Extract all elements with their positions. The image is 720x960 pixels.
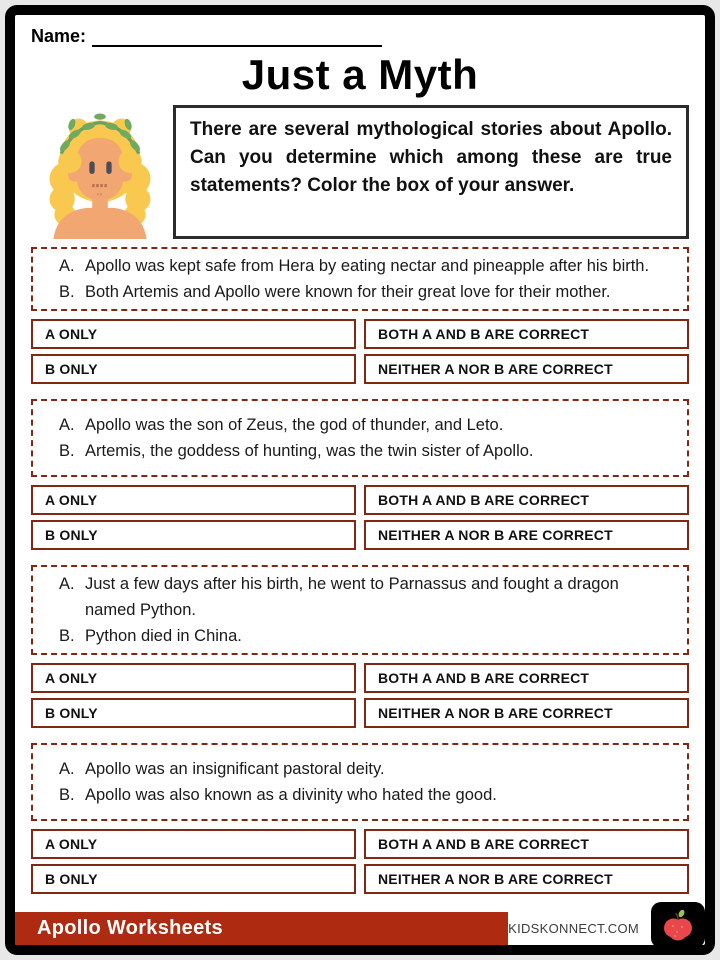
answer-box-b-only[interactable]: B ONLY bbox=[31, 698, 356, 728]
question-4-answers bbox=[31, 829, 689, 894]
question-1-answers bbox=[31, 319, 689, 384]
answer-box-a-only[interactable]: A ONLY bbox=[31, 485, 356, 515]
apple-logo-icon bbox=[651, 902, 705, 948]
answer-box-b-only[interactable]: B ONLY bbox=[31, 864, 356, 894]
question-block-4 bbox=[31, 743, 689, 894]
question-block-2 bbox=[31, 399, 689, 550]
answer-box-b-only[interactable]: B ONLY bbox=[31, 354, 356, 384]
answer-box-b-only[interactable]: B ONLY bbox=[31, 520, 356, 550]
question-1-statements bbox=[31, 247, 689, 311]
answer-box-a-only[interactable]: A ONLY bbox=[31, 663, 356, 693]
question-block-3 bbox=[31, 565, 689, 728]
name-label: Name: bbox=[31, 26, 87, 46]
name-input-line[interactable] bbox=[92, 25, 382, 47]
statement-a-text: Just a few days after his birth, he went to Parnassus and fought a dragon named Python. bbox=[85, 575, 619, 619]
answer-box-neither[interactable]: NEITHER A NOR B ARE CORRECT bbox=[364, 864, 689, 894]
page-title: Just a Myth bbox=[241, 51, 479, 98]
statement-b-label: B. bbox=[59, 442, 75, 460]
answer-box-both[interactable]: BOTH A AND B ARE CORRECT bbox=[364, 829, 689, 859]
statement-a-text: Apollo was kept safe from Hera by eating nectar and pineapple after his birth. bbox=[85, 257, 650, 275]
statement-b-label: B. bbox=[59, 786, 75, 804]
answer-box-both[interactable]: BOTH A AND B ARE CORRECT bbox=[364, 663, 689, 693]
statement-a bbox=[45, 253, 675, 279]
statement-b bbox=[45, 623, 675, 649]
statement-a bbox=[45, 571, 675, 623]
header-row bbox=[31, 105, 689, 239]
instruction-box: There are several mythological stories about Apollo. Can you determine which among these are true statements? Color the box of your answer. bbox=[173, 105, 689, 239]
statement-a bbox=[45, 412, 675, 438]
statement-a-label: A. bbox=[59, 760, 75, 778]
answer-box-neither[interactable]: NEITHER A NOR B ARE CORRECT bbox=[364, 354, 689, 384]
question-3-answers bbox=[31, 663, 689, 728]
apollo-avatar-icon bbox=[34, 105, 166, 239]
statement-b bbox=[45, 782, 675, 808]
answer-box-neither[interactable]: NEITHER A NOR B ARE CORRECT bbox=[364, 520, 689, 550]
statement-b-text: Apollo was also known as a divinity who hated the good. bbox=[85, 786, 497, 804]
footer-site-url: KIDSKONNECT.COM bbox=[508, 921, 639, 936]
question-4-statements bbox=[31, 743, 689, 821]
answer-box-a-only[interactable]: A ONLY bbox=[31, 829, 356, 859]
question-2-answers bbox=[31, 485, 689, 550]
question-3-statements bbox=[31, 565, 689, 655]
footer bbox=[15, 909, 705, 945]
answer-box-both[interactable]: BOTH A AND B ARE CORRECT bbox=[364, 485, 689, 515]
question-block-1 bbox=[31, 247, 689, 384]
apollo-avatar bbox=[31, 105, 169, 239]
statement-b-text: Both Artemis and Apollo were known for their great love for their mother. bbox=[85, 283, 611, 301]
statement-b bbox=[45, 279, 675, 305]
footer-worksheet-title: Apollo Worksheets bbox=[15, 912, 508, 945]
statement-b-label: B. bbox=[59, 627, 75, 645]
answer-box-a-only[interactable]: A ONLY bbox=[31, 319, 356, 349]
question-2-statements bbox=[31, 399, 689, 477]
statement-b-label: B. bbox=[59, 283, 75, 301]
answer-box-neither[interactable]: NEITHER A NOR B ARE CORRECT bbox=[364, 698, 689, 728]
statement-b-text: Python died in China. bbox=[85, 627, 242, 645]
statement-a-text: Apollo was an insignificant pastoral deity. bbox=[85, 760, 385, 778]
answer-box-both[interactable]: BOTH A AND B ARE CORRECT bbox=[364, 319, 689, 349]
statement-b-text: Artemis, the goddess of hunting, was the twin sister of Apollo. bbox=[85, 442, 534, 460]
worksheet-page bbox=[5, 5, 715, 955]
name-row bbox=[31, 25, 691, 47]
statement-a-label: A. bbox=[59, 575, 75, 593]
statement-a-text: Apollo was the son of Zeus, the god of thunder, and Leto. bbox=[85, 416, 504, 434]
statement-a bbox=[45, 756, 675, 782]
statement-a-label: A. bbox=[59, 257, 75, 275]
statement-a-label: A. bbox=[59, 416, 75, 434]
statement-b bbox=[45, 438, 675, 464]
